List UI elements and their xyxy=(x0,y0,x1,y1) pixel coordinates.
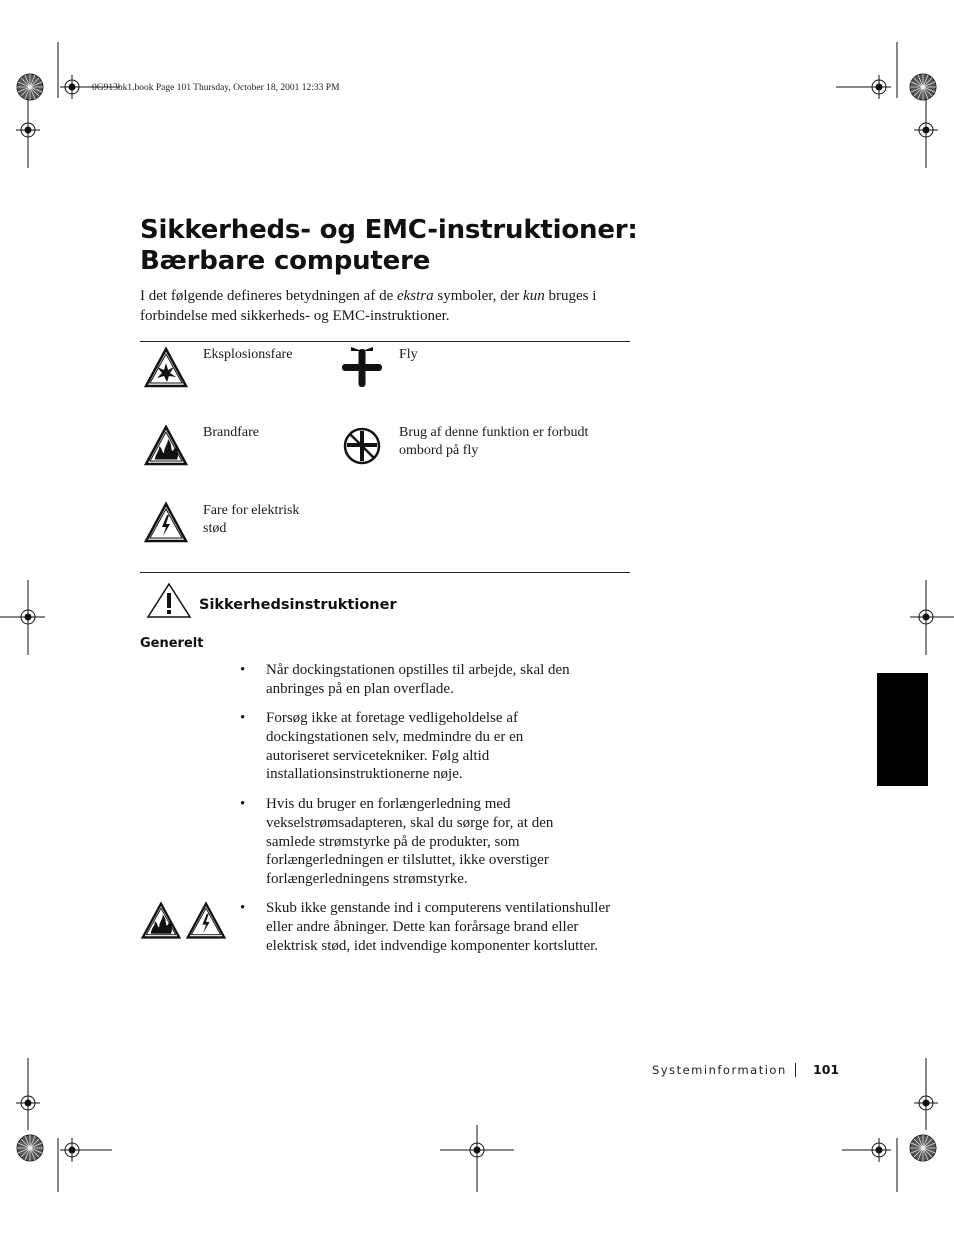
fire-warning-icon xyxy=(139,900,183,947)
symbol-label-electric-shock: Fare for elektrisk stød xyxy=(203,503,300,536)
chapter-thumb-tab xyxy=(877,673,928,786)
bullet-dot: • xyxy=(240,900,246,916)
bullet-dot: • xyxy=(240,662,246,678)
footer-section-name: Systeminformation xyxy=(652,1063,787,1077)
no-aircraft-use-icon xyxy=(339,423,385,474)
symbol-label-airplane: Fly xyxy=(399,347,418,362)
list-item xyxy=(240,795,630,891)
intro-emphasis-1: ekstra xyxy=(396,288,434,304)
list-item xyxy=(240,899,630,959)
symbol-label-explosion: Eksplosionsfare xyxy=(203,347,293,362)
symbol-label-no-aircraft: Brug af denne funktion er forbudt ombord på fly xyxy=(399,425,589,458)
symbol-label-fire: Brandfare xyxy=(203,425,259,440)
page-title xyxy=(140,215,660,277)
intro-emphasis-2: kun xyxy=(523,288,545,304)
electric-shock-warning-icon xyxy=(143,500,189,551)
list-item-text: Når dockingstationen opstilles til arbejde, skal den anbringes på en plan overflade. xyxy=(266,662,570,697)
explosion-warning-icon xyxy=(143,345,189,396)
print-header: 0G913bk1.book Page 101 Thursday, October 18, 2001 12:33 PM xyxy=(92,83,340,93)
list-item-text: Hvis du bruger en forlængerledning med vekselstrømsadapteren, skal du sørge for, at den samlede strømstyrke på de produkter, som forlængerledningen er tilsluttet, ikke overstiger forlængerledningens strømstyrke. xyxy=(266,796,554,888)
intro-text-1: I det følgende defineres betydningen af de xyxy=(140,288,397,304)
list-item-text: Skub ikke genstande ind i computerens ventilationshuller eller andre åbninger. Dette kan forårsage brand eller elektrisk stød, idet indvendige komponenter kortslutter. xyxy=(266,900,611,954)
airplane-icon xyxy=(339,345,385,396)
list-item xyxy=(240,709,630,787)
electric-shock-warning-icon xyxy=(184,900,228,947)
bullet-dot: • xyxy=(240,710,246,726)
fire-warning-icon xyxy=(143,423,189,474)
list-item xyxy=(240,661,630,701)
page-title-line2: Bærbare computere xyxy=(140,246,431,276)
intro-text-3: bruges i forbindelse med sikkerheds- og EMC-instruktioner. xyxy=(140,288,597,324)
list-item-text: Forsøg ikke at foretage vedligeholdelse af dockingstationen selv, medmindre du er en autoriseret servicetekniker. Følg altid installationsinstruktionerne nøje. xyxy=(266,710,524,783)
page-number: 101 xyxy=(813,1062,840,1077)
warning-icon xyxy=(146,582,192,625)
symbols-bottom-rule xyxy=(140,572,630,573)
intro-text-2: symboler, der xyxy=(433,288,524,304)
footer-separator xyxy=(795,1063,796,1077)
page-title-line1: Sikkerheds- og EMC-instruktioner: xyxy=(140,215,638,245)
intro-paragraph xyxy=(140,286,635,326)
section-heading: Sikkerhedsinstruktioner xyxy=(199,597,397,613)
symbols-top-rule xyxy=(140,341,630,342)
bullet-dot: • xyxy=(240,796,246,812)
subsection-heading: Generelt xyxy=(140,636,204,651)
